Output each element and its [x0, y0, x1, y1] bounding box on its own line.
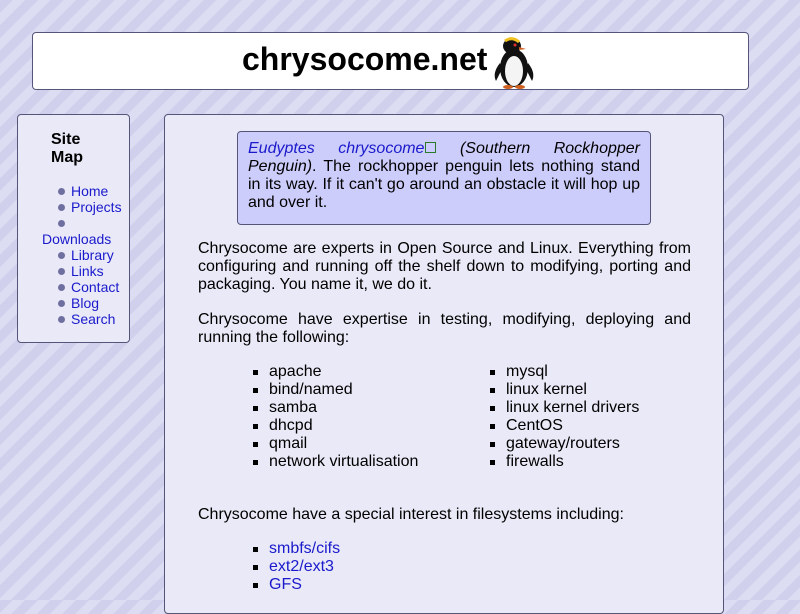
bullet-icon [58, 204, 65, 211]
paragraph-testing: Chrysocome have expertise in testing, modifying, deploying and running the following: [198, 311, 691, 346]
external-link-icon [425, 142, 436, 153]
site-header [32, 32, 749, 90]
sitemap-item-downloads[interactable]: Downloads [58, 215, 130, 247]
list-item: CentOS [490, 417, 690, 435]
species-link[interactable]: Eudyptes chrysocome [248, 140, 436, 157]
bullet-icon [58, 268, 65, 275]
filesystem-link-smbfs[interactable]: smbfs/cifs [253, 540, 473, 558]
site-title[interactable]: chrysocome.net [242, 41, 488, 77]
list-item: gateway/routers [490, 435, 690, 453]
bullet-icon [58, 300, 65, 307]
sitemap-item-blog[interactable]: Blog [58, 295, 130, 311]
list-item: firewalls [490, 453, 690, 471]
sitemap-item-home[interactable]: Home [58, 183, 130, 199]
main-content [164, 114, 724, 614]
sitemap-item-projects[interactable]: Projects [58, 199, 130, 215]
bullet-icon [58, 284, 65, 291]
list-item: mysql [490, 363, 690, 381]
list-item: samba [253, 399, 473, 417]
intro-box [237, 131, 651, 225]
sitemap-item-links[interactable]: Links [58, 263, 130, 279]
bullet-icon [58, 220, 65, 227]
paragraph-expertise: Chrysocome are experts in Open Source and Linux. Everything from configuring and running off the shelf down to modifying, porting and packaging. You name it, we do it. [198, 240, 691, 293]
site-map-panel [17, 114, 130, 343]
sitemap-item-search[interactable]: Search [58, 311, 130, 327]
common-name: (Southern Rockhopper Penguin) [248, 140, 641, 175]
list-item: linux kernel drivers [490, 399, 690, 417]
penguin-icon [488, 35, 540, 89]
site-map-title: Site Map [51, 131, 83, 166]
filesystem-list [253, 540, 473, 594]
list-item: bind/named [253, 381, 473, 399]
sitemap-item-library[interactable]: Library [58, 247, 130, 263]
paragraph-filesystems: Chrysocome have a special interest in filesystems including: [198, 506, 624, 523]
filesystem-link-ext[interactable]: ext2/ext3 [253, 558, 473, 576]
expertise-list-right [490, 363, 690, 471]
expertise-list-left [253, 363, 473, 471]
sitemap-item-contact[interactable]: Contact [58, 279, 130, 295]
filesystem-link-gfs[interactable]: GFS [253, 576, 473, 594]
list-item: apache [253, 363, 473, 381]
bullet-icon [58, 188, 65, 195]
intro-text: . The rockhopper penguin lets nothing stand in its way. If it can't go around an obstacle it will hop up and over it. [248, 158, 640, 211]
list-item: network virtualisation [253, 453, 473, 471]
bullet-icon [58, 316, 65, 323]
list-item: qmail [253, 435, 473, 453]
bullet-icon [58, 252, 65, 259]
list-item: linux kernel [490, 381, 690, 399]
list-item: dhcpd [253, 417, 473, 435]
site-map-list [42, 183, 130, 327]
